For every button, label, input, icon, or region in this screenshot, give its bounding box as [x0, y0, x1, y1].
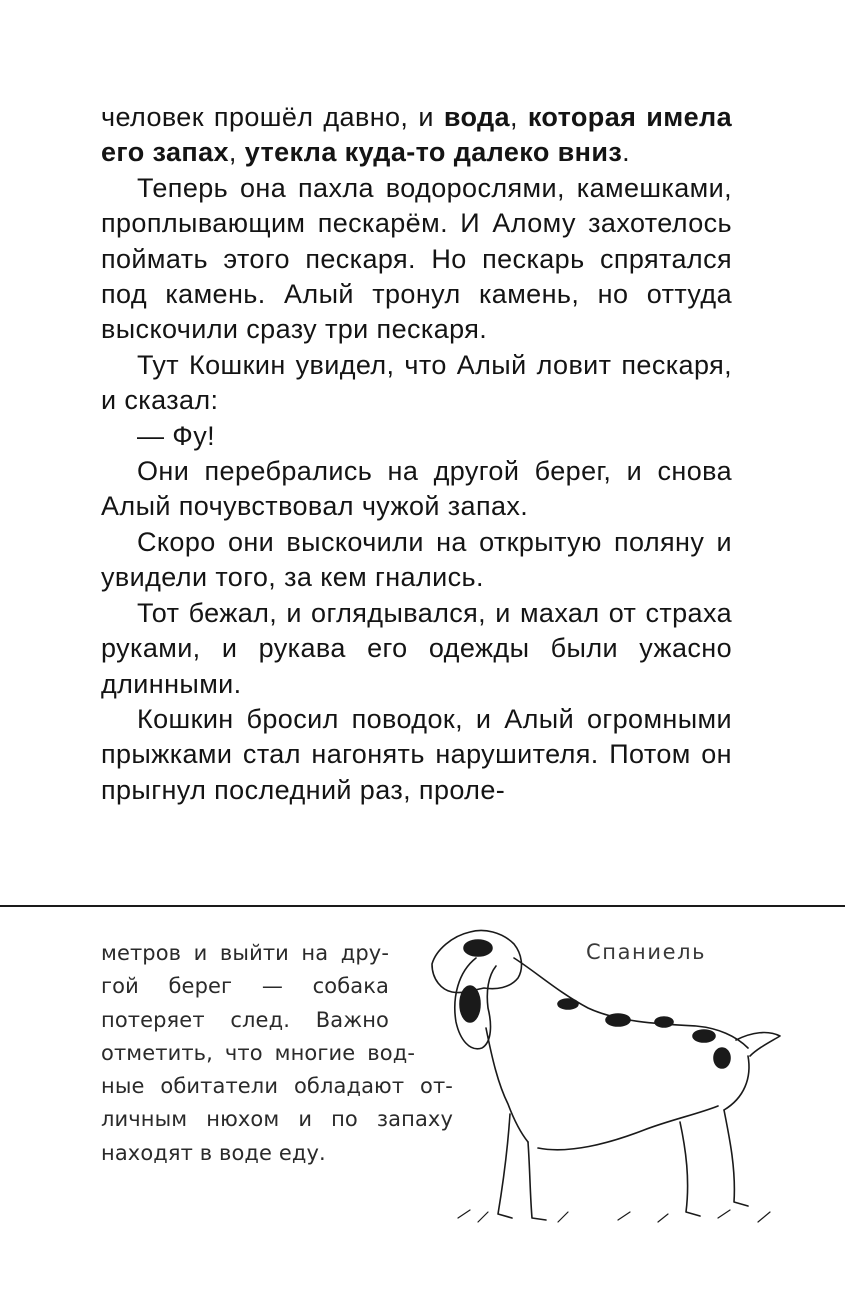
paragraph-1: человек прошёл давно, и вода, которая имела его запах, утекла куда-то далеко вниз. — [101, 102, 733, 168]
bold-phrase: утекла куда-то далеко вниз — [244, 137, 623, 168]
paragraph-6: Скоро они выскочили на открытую поляну и увидели того, за кем гнались. — [101, 526, 732, 593]
paragraph-3: Тут Кошкин увидел, что Алый ловит пескаря, и сказал: — [101, 349, 732, 416]
paragraph-4: — Фу! — [137, 420, 216, 451]
bold-phrase: вода — [443, 102, 510, 132]
paragraph-8: Кошкин бросил поводок, и Алый огромными прыжками стал нагонять нарушителя. Потом он прыгнул последний раз, проле- — [101, 703, 732, 805]
sidebar-line: личным нюхом и по запаху — [101, 1107, 453, 1132]
image-caption: Спаниель — [586, 940, 707, 964]
section-divider — [0, 905, 845, 907]
paragraph-2: Теперь она пахла водорослями, камешками, проплывающим пескарём. И Алому захотелось поймать этого пескаря. Но пескарь спрятался под камень. Алый тронул камень, но оттуда выскочили сразу три пескаря. — [101, 172, 732, 345]
sidebar-note — [101, 937, 453, 1170]
spaniel-icon — [418, 918, 790, 1242]
sidebar-line: метров и выйти на дру- — [101, 941, 389, 965]
bold-phrase: которая имела его запах — [101, 102, 733, 168]
sidebar-line: гой берег — собака — [101, 974, 389, 999]
sidebar-line: отметить, что многие вод- — [101, 1040, 415, 1065]
sidebar-line: ные обитатели обладают от- — [101, 1074, 453, 1099]
paragraph-7: Тот бежал, и оглядывался, и махал от страха руками, и рукава его одежды были ужасно длинными. — [101, 597, 732, 699]
sidebar-line: потеряет след. Важно — [101, 1007, 389, 1032]
sidebar-line: находят в воде еду. — [101, 1140, 326, 1165]
paragraph-5: Они перебрались на другой берег, и снова Алый почувствовал чужой запах. — [101, 456, 732, 522]
story-text — [101, 100, 732, 808]
